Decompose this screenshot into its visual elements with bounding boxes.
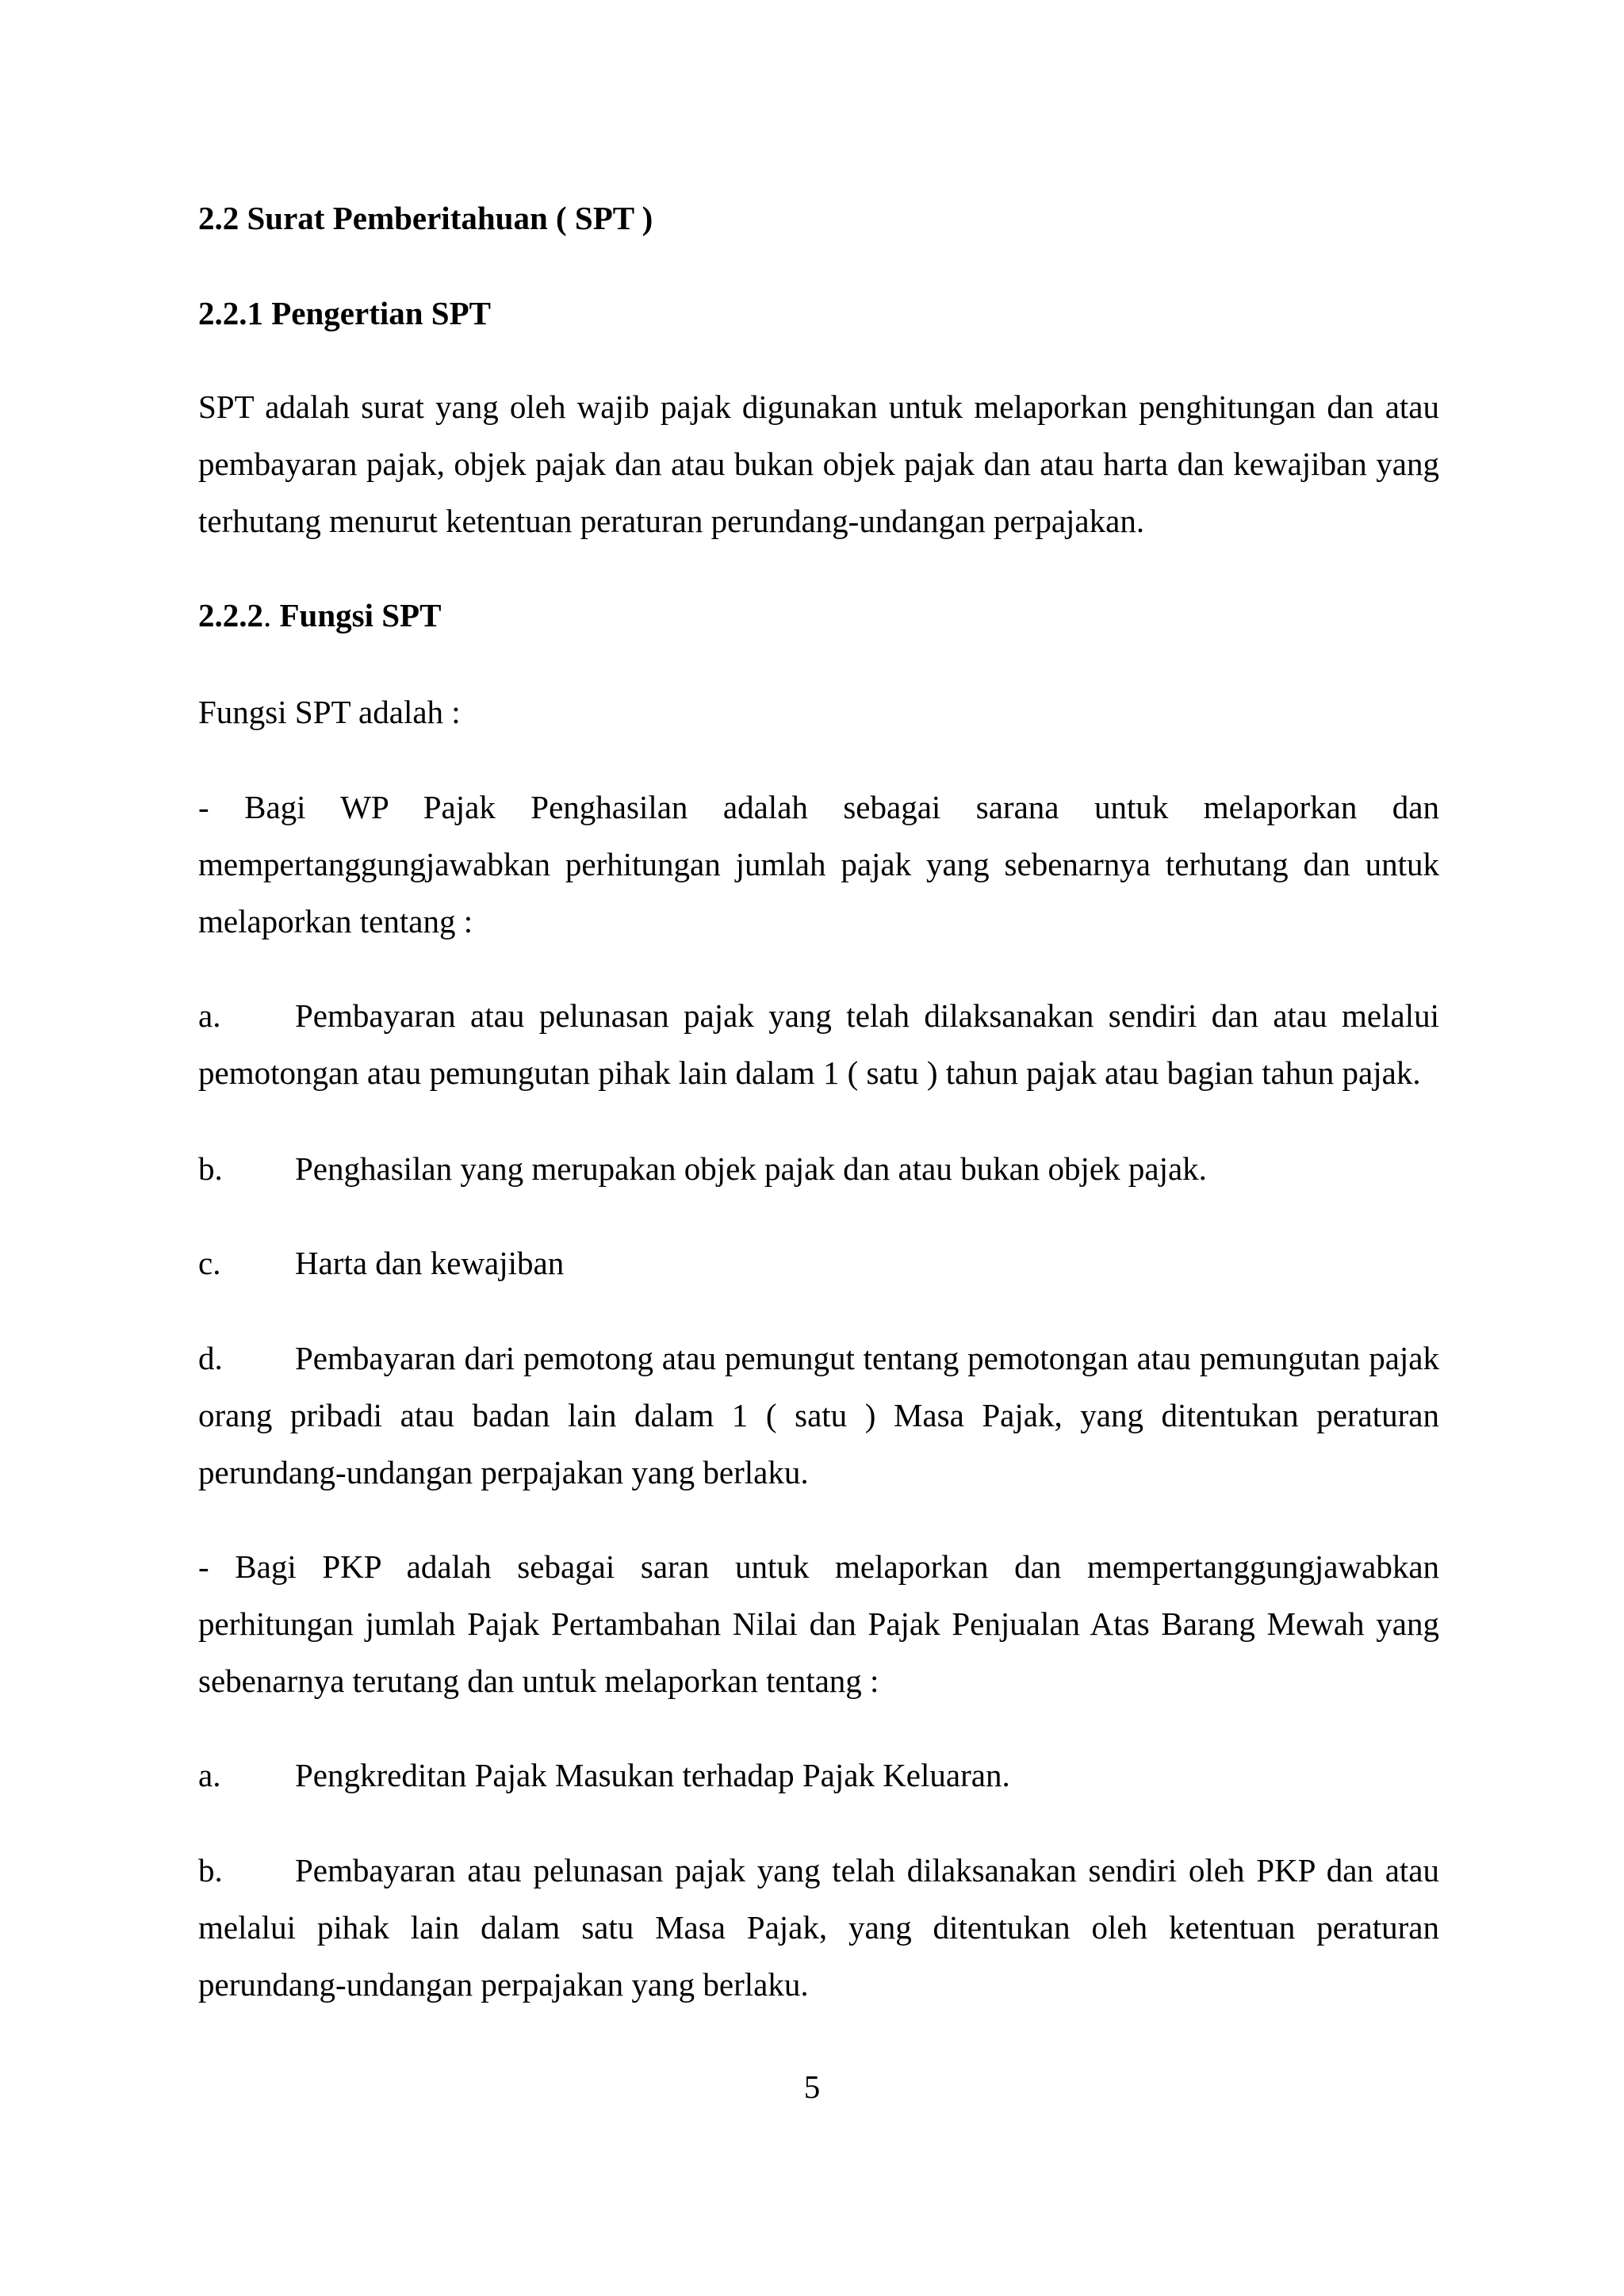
pengertian-paragraph: SPT adalah surat yang oleh wajib pajak digunakan untuk melaporkan penghitungan dan atau pembayaran pajak, objek pajak dan atau bukan objek pajak dan atau harta dan kewajiban yang terhutang menurut ketentuan peraturan perundang-undangan perpajakan. [198,388,1439,539]
list-item [198,1747,1439,1804]
list-item [198,1140,1439,1197]
list-item-text: Penghasilan yang merupakan objek pajak dan atau bukan objek pajak. [295,1150,1207,1187]
list-item [198,1234,1439,1292]
list-item-marker: c. [198,1245,221,1281]
heading-fungsi-title: Fungsi SPT [271,597,442,633]
list-item-text: Pengkreditan Pajak Masukan terhadap Pajak Keluaran. [295,1757,1010,1793]
pkp-section-marker: - [198,1548,236,1585]
subsection-heading-pengertian: 2.2.1 Pengertian SPT [198,295,491,331]
section-heading: 2.2 Surat Pemberitahuan ( SPT ) [198,200,653,236]
page-number: 5 [803,2068,821,2105]
list-item-text: Pembayaran atau pelunasan pajak yang telah dilaksanakan sendiri oleh PKP dan atau melalui pihak lain dalam satu Masa Pajak, yang ditentukan oleh ketentuan peraturan perundang-undangan perpajakan yang berlaku. [198,1852,1439,2003]
fungsi-intro: Fungsi SPT adalah : [198,694,461,730]
list-item-marker: b. [198,1150,223,1187]
wp-section-marker: - [198,789,245,825]
wp-section-text: Bagi WP Pajak Penghasilan adalah sebagai sarana untuk melaporkan dan mempertanggungjawabkan perhitungan jumlah pajak yang sebenarnya terhutang dan untuk melaporkan tentang : [198,789,1439,939]
list-item-marker: d. [198,1340,223,1376]
list-item-marker: b. [198,1852,223,1888]
list-item-text: Harta dan kewajiban [295,1245,565,1281]
pkp-section-paragraph [198,1538,1439,1709]
wp-section-paragraph [198,779,1439,950]
list-item-marker: a. [198,1757,221,1793]
heading-fungsi-number: 2.2.2 [198,597,263,633]
list-item [198,1842,1439,2013]
list-item [198,987,1439,1101]
list-item-text: Pembayaran atau pelunasan pajak yang telah dilaksanakan sendiri dan atau melalui pemotongan atau pemungutan pihak lain dalam 1 ( satu ) tahun pajak atau bagian tahun pajak. [198,997,1439,1091]
subsection-heading-fungsi [198,587,1439,644]
list-item-marker: a. [198,997,221,1034]
list-item-text: Pembayaran dari pemotong atau pemungut tentang pemotongan atau pemungutan pajak orang pribadi atau badan lain dalam 1 ( satu ) Masa Pajak, yang ditentukan peraturan perundang-undangan perpajakan yang berlaku. [198,1340,1439,1490]
pkp-section-text: Bagi PKP adalah sebagai saran untuk melaporkan dan mempertanggungjawabkan perhitungan jumlah Pajak Pertambahan Nilai dan Pajak Penjualan Atas Barang Mewah yang sebenarnya terutang dan untuk melaporkan tentang : [198,1548,1440,1699]
heading-fungsi-dot: . [263,597,272,633]
list-item [198,1330,1439,1501]
